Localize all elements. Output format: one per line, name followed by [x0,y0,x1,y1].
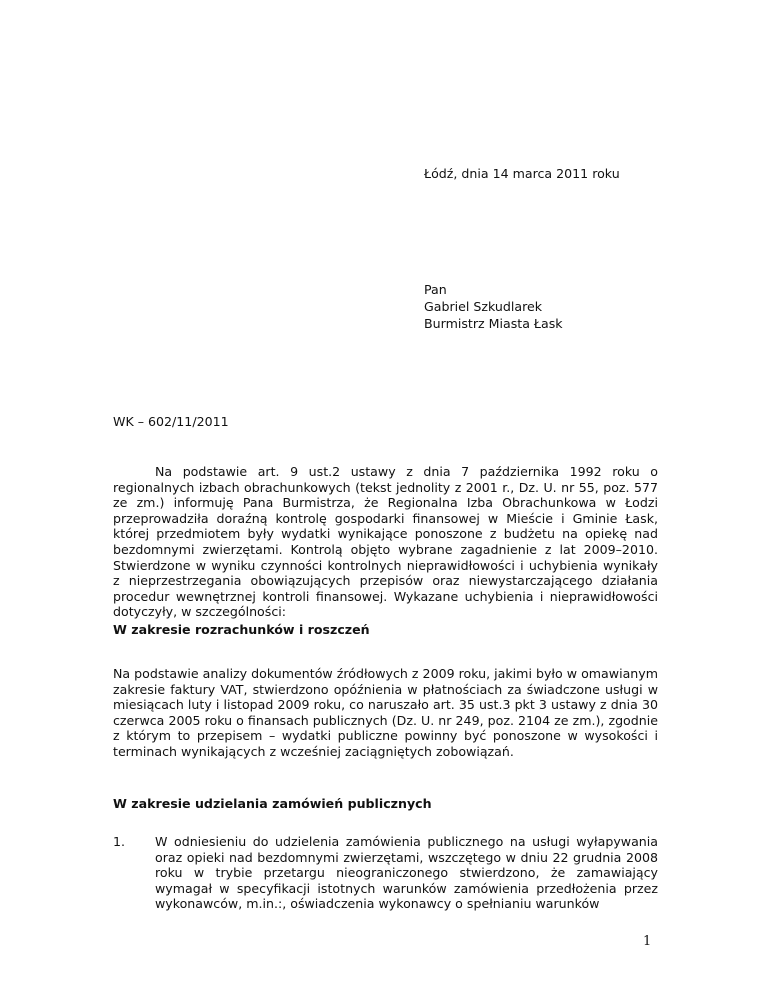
section-heading-procurement: W zakresie udzielania zamówień publicznych [113,796,432,811]
letter-date: Łódź, dnia 14 marca 2011 roku [424,166,620,181]
list-item-number: 1. [113,834,126,849]
recipient-salutation: Pan [424,282,447,297]
intro-paragraph: Na podstawie art. 9 ust.2 ustawy z dnia 7 października 1992 roku o regionalnych izbach obrachunkowych (tekst jednolity z 2001 r., Dz. U. nr 55, poz. 577 ze zm.) informuję Pana Burmistrza, że Regionalna Izba Obrachunkowa w Łodzi przeprowadziła doraźną kontrolę gospodarki finansowej w Mieście i Gminie Łask, której przedmiotem były wydatki wynikające ponoszone z budżetu na opiekę nad bezdomnymi zwierzętami. Kontrolą objęto wybrane zagadnienie z lat 2009–2010. Stwierdzone w wyniku czynności kontrolnych nieprawidłowości i uchybienia wynikały z nieprzestrzegania obowiązujących przepisów oraz niewystarczającego działania procedur wewnętrznej kontroli finansowej. Wykazane uchybienia i nieprawidłowości dotyczyły, w szczególności: [113,464,658,620]
list-item-text: W odniesieniu do udzielenia zamówienia publicznego na usługi wyłapywania oraz opieki nad bezdomnymi zwierzętami, wszczętego w dniu 22 grudnia 2008 roku w trybie przetargu nieograniczonego stwierdzono, że zamawiający wymagał w specyfikacji istotnych warunków zamówienia przedłożenia przez wykonawców, m.in.:, oświadczenia wykonawcy o spełnianiu warunków [155,834,658,912]
page-number: 1 [643,934,652,949]
settlements-paragraph: Na podstawie analizy dokumentów źródłowych z 2009 roku, jakimi było w omawianym zakresie faktury VAT, stwierdzono opóźnienia w płatnościach za świadczone usługi w miesiącach luty i listopad 2009 roku, co naruszało art. 35 ust.3 pkt 3 ustawy z dnia 30 czerwca 2005 roku o finansach publicznych (Dz. U. nr 249, poz. 2104 ze zm.), zgodnie z którym to przepisem – wydatki publiczne powinny być ponoszone w wysokości i terminach wynikających z wcześniej zaciągniętych zobowiązań. [113,666,658,759]
recipient-title: Burmistrz Miasta Łask [424,316,563,331]
reference-number: WK – 602/11/2011 [113,414,229,429]
section-heading-settlements: W zakresie rozrachunków i roszczeń [113,622,370,637]
recipient-address [424,281,563,332]
recipient-name: Gabriel Szkudlarek [424,299,543,314]
